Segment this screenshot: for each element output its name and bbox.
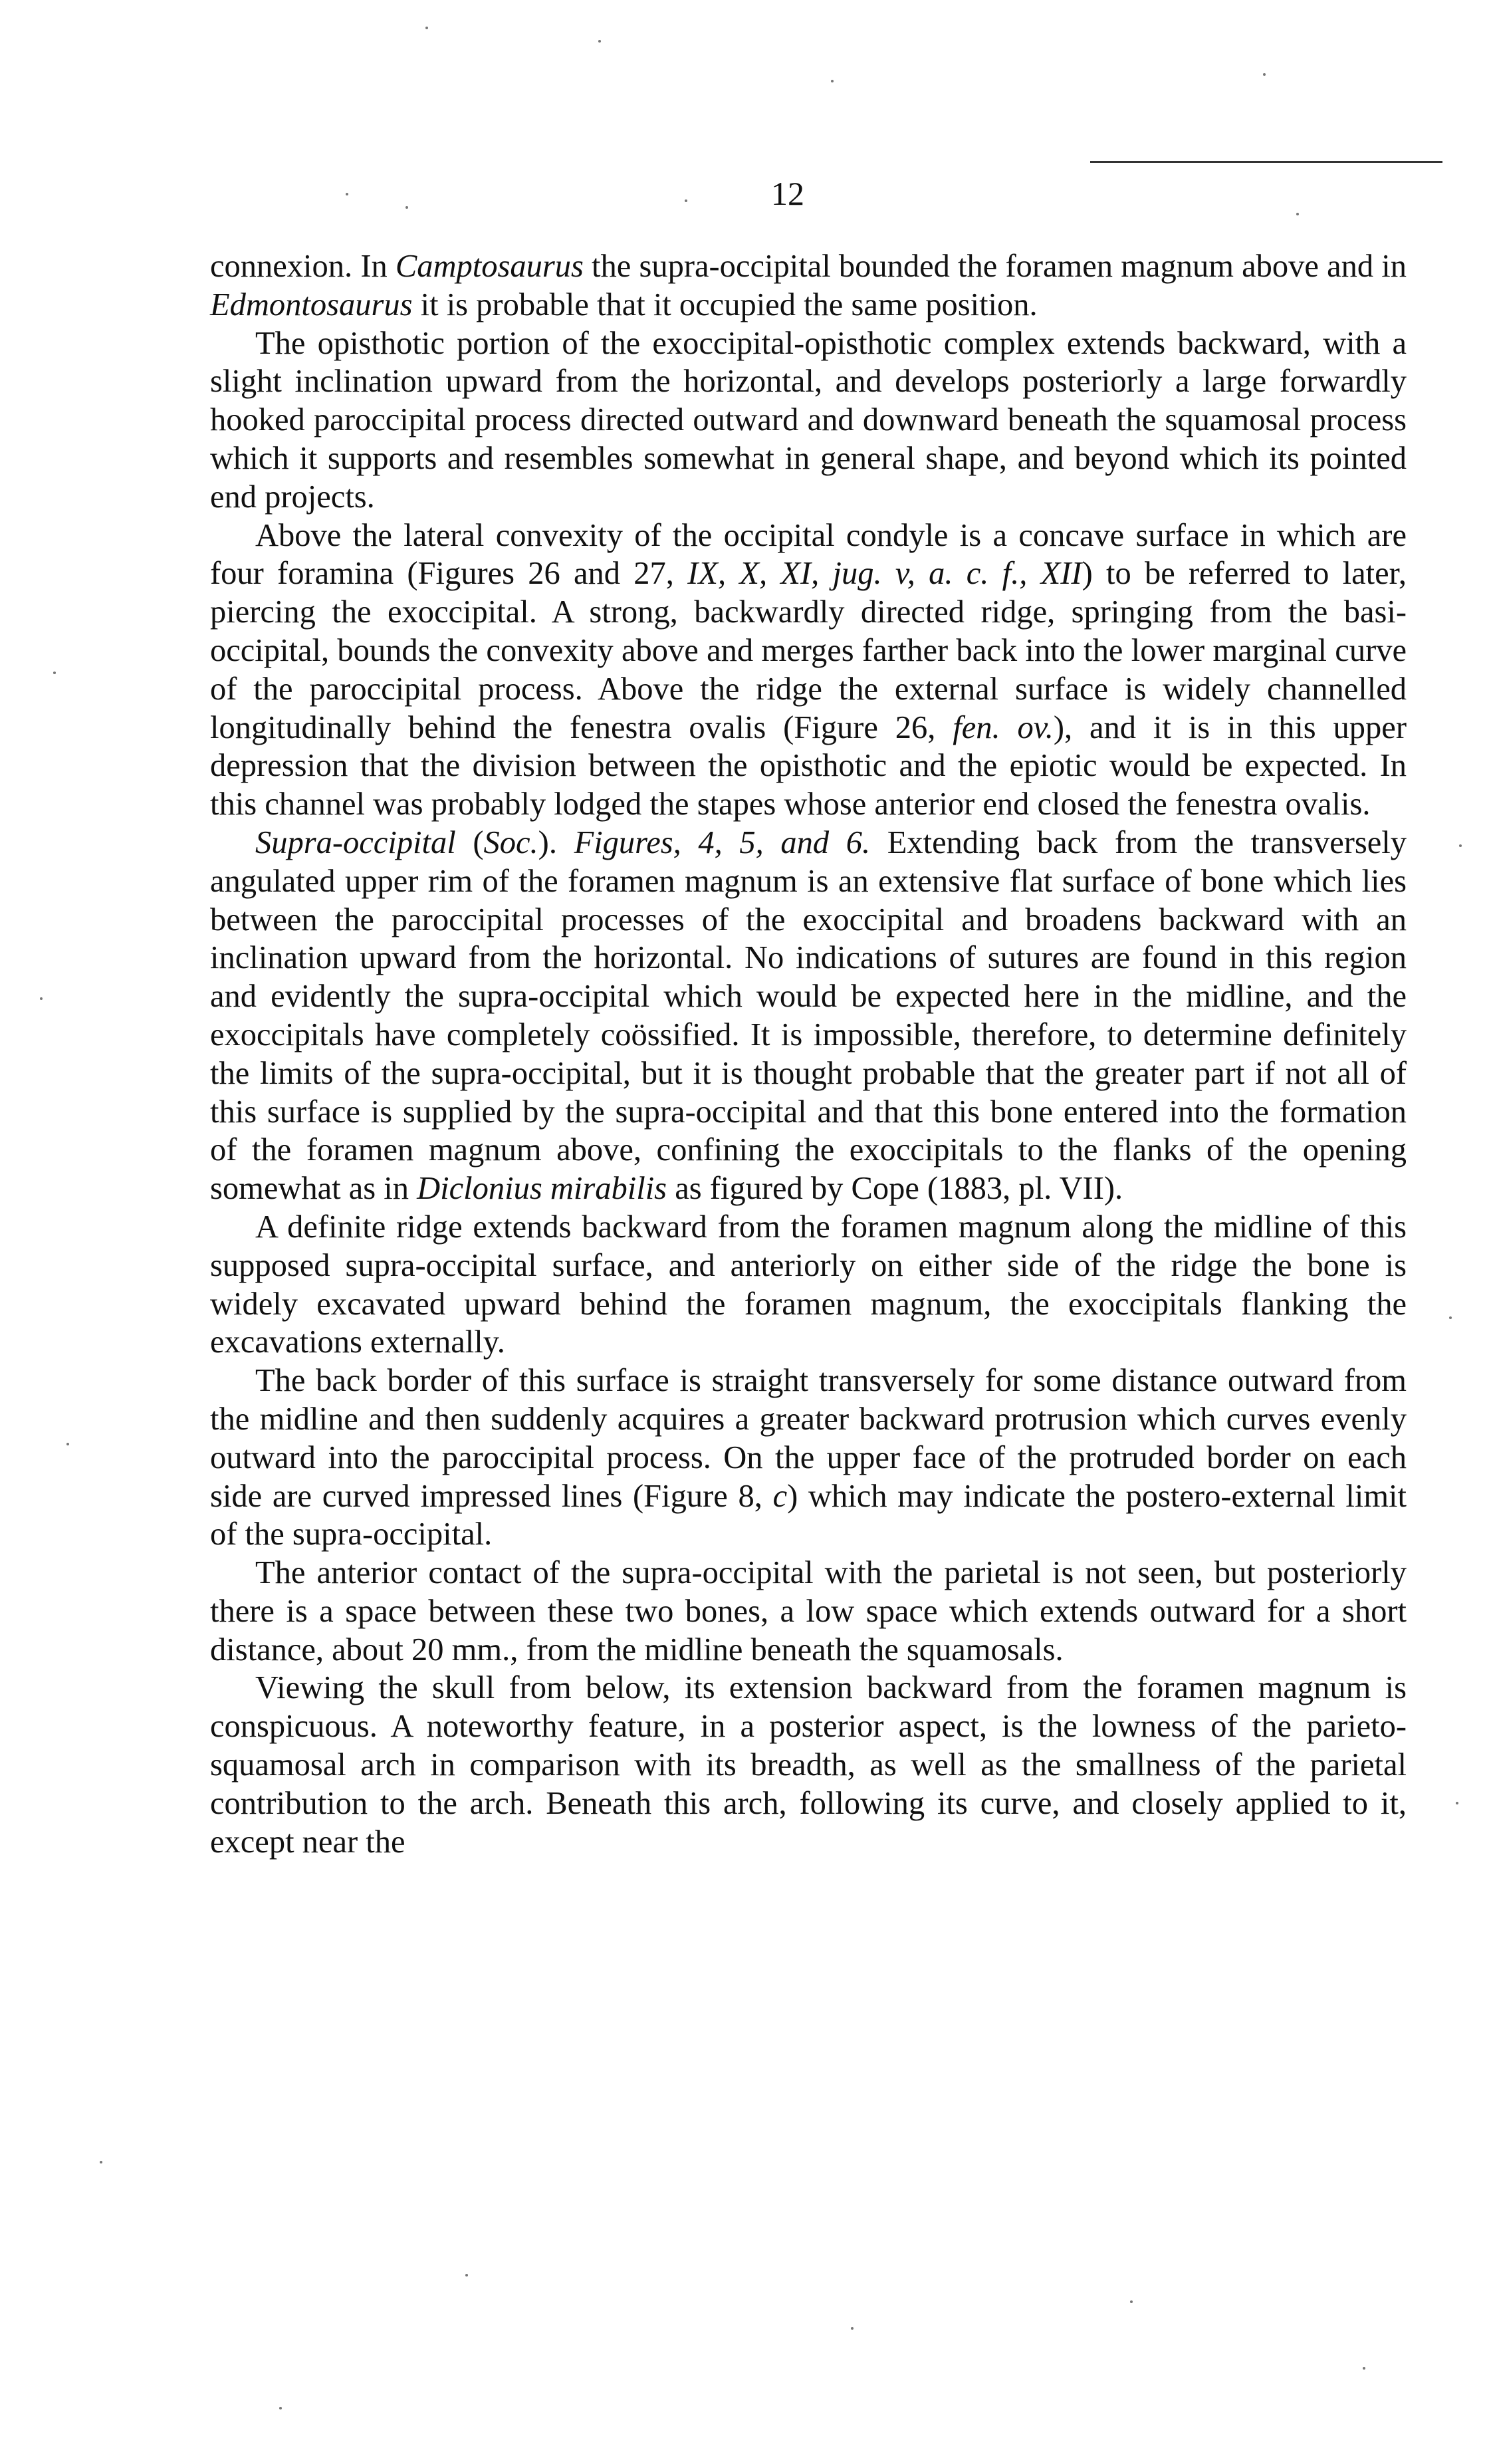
body-text xyxy=(210,247,1407,1861)
paragraph xyxy=(210,517,1407,824)
text-run: as figured by Cope (1883, pl. VII). xyxy=(667,1171,1123,1207)
italic-text: Camptosaurus xyxy=(395,249,584,284)
paragraph xyxy=(210,324,1407,517)
text-run: Above the lateral convexity of the occipital condyle is a concave surface in which are four foramina (Figures 26 and 27, xyxy=(210,517,1407,592)
italic-text: fen. ov. xyxy=(953,709,1054,745)
text-run: connexion. In xyxy=(210,249,396,284)
paragraph xyxy=(210,1669,1407,1861)
text-run: The opisthotic portion of the exoccipital-opisthotic complex extends backward, with a slight inclination upward from the horizontal, and develops posteriorly a large forwardly hooked paroccipital process directed outward and downward beneath the squamosal process which it supports and resembles somewhat in general shape, and beyond which its pointed end projects. xyxy=(210,325,1407,515)
text-run: A definite ridge extends backward from the foramen magnum along the midline of this supposed supra-occipital surface, and anteriorly on either side of the ridge the bone is widely excavated upward behind the foramen magnum, the exoccipitals flanking the excavations externally. xyxy=(210,1209,1407,1360)
italic-text: Edmontosaurus xyxy=(210,287,413,322)
italic-text: Figures, 4, 5, and 6. xyxy=(574,824,871,860)
text-run: it is probable that it occupied the same position. xyxy=(412,287,1038,322)
italic-text: c xyxy=(772,1478,788,1514)
text-run: ). xyxy=(538,824,574,860)
text-run: ) to be referred to later, piercing the exoccipital. A strong, backwardly directed ridge, springing from the basi-occipital, bounds the convexity above and merges farther back into the lower marginal curve of the paroccipital process. Above the ridge the external surface is widely channelled longitudinally behind the fenestra ovalis (Figure 26, xyxy=(210,556,1407,745)
page-number: 12 xyxy=(771,175,804,212)
text-run: Viewing the skull from below, its extension backward from the foramen magnum is conspicuous. A noteworthy feature, in a posterior aspect, is the lowness of the parieto-squamosal arch in comparison with its breadth, as well as the smallness of the parietal contribution to the arch. Beneath this arch, following its curve, and closely applied to it, except near the xyxy=(210,1670,1407,1860)
text-run: ) which may indicate the postero-external limit of the supra-occipital. xyxy=(210,1478,1407,1552)
text-run: The back border of this surface is straight transversely for some distance outward from the midline and then suddenly acquires a greater backward protrusion which curves evenly outward into the paroccipital process. On the upper face of the protruded border on each side are curved impressed lines (Figure 8, xyxy=(210,1363,1407,1514)
text-run: Extending back from the transversely angulated upper rim of the foramen magnum is an extensive flat surface of bone which lies between the paroccipital processes of the exoccipital and broadens backward with an inclination upward from the horizontal. No indications of sutures are found in this region and evidently the supra-occipital which would be expected here in the midline, and the exoccipitals have completely coössified. It is impossible, therefore, to determine definitely the limits of the supra-occipital, but it is thought probable that the greater part if not all of this surface is supplied by the supra-occipital and that this bone entered into the formation of the foramen magnum above, confining the exoccipitals to the flanks of the opening somewhat as in xyxy=(210,824,1407,1207)
italic-text: Soc. xyxy=(483,824,538,860)
text-run: the supra-occipital bounded the foramen magnum above and in xyxy=(583,249,1407,284)
italic-text: IX, X, XI, jug. v, a. c. f., XII xyxy=(687,556,1082,592)
text-run: ), and it is in this upper depression that the division between the opisthotic and the epiotic would be expected. In this channel was probably lodged the stapes whose anterior end closed the fenestra ovalis. xyxy=(210,709,1407,822)
paragraph xyxy=(210,247,1407,324)
italic-text: Diclonius mirabilis xyxy=(417,1171,667,1207)
paragraph xyxy=(210,824,1407,1208)
text-run: ( xyxy=(455,824,484,860)
header-rule xyxy=(1090,161,1442,163)
paragraph xyxy=(210,1208,1407,1362)
paragraph xyxy=(210,1554,1407,1669)
italic-text: Supra-occipital xyxy=(255,824,456,860)
text-run: The anterior contact of the supra-occipital with the parietal is not seen, but posteriorly there is a space between these two bones, a low space which extends outward for a short distance, about 20 mm., from the midline beneath the squamosals. xyxy=(210,1555,1407,1667)
paragraph xyxy=(210,1362,1407,1554)
